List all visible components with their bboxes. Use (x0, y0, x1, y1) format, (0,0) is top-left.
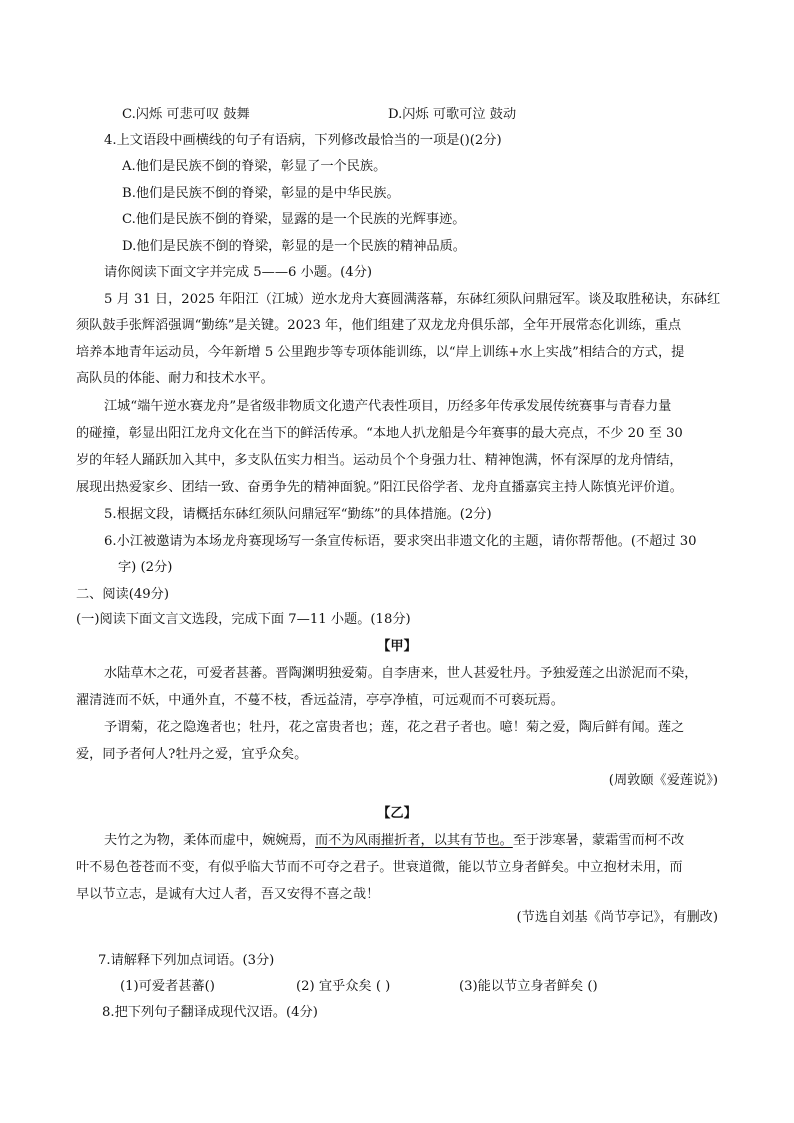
q4-stem: 4.上文语段中画横线的句子有语病，下列修改最恰当的一项是()(2分) (104, 133, 502, 148)
jia-line: 予谓菊，花之隐逸者也；牡丹，花之富贵者也；莲，花之君子者也。噫！菊之爱，陶后鲜有闻。莲之 (104, 720, 685, 735)
q7-item-1: (1)可爱者甚蕃() (120, 979, 215, 994)
q6-line2: 字) (2分) (118, 560, 173, 575)
q8-stem: 8.把下列句子翻译成现代汉语。(4分) (102, 1005, 318, 1020)
passage-line: 展现出热爱家乡、团结一致、奋勇争先的精神面貌。”阳江民俗学者、龙舟直播嘉宾主持人陈慎光评价道。 (76, 480, 683, 495)
passage-line: 江城“端午逆水赛龙舟”是省级非物质文化遗产代表性项目，历经多年传承发展传统赛事与青春力量 (104, 399, 672, 414)
q7-stem: 7.请解释下列加点词语。(3分) (98, 953, 275, 968)
yi-source: (节选自刘基《尚节亭记》，有删改) (516, 910, 718, 925)
jia-line: 爱，同予者何人?牡丹之爱，宜乎众矣。 (76, 747, 308, 762)
yi-heading: 【乙】 (377, 806, 417, 821)
jia-line: 濯清涟而不妖，中通外直，不蔓不枝，香远益清，亭亭净植，可远观而不可亵玩焉。 (76, 693, 564, 708)
passage-line: 的碰撞，彰显出阳江龙舟文化在当下的鲜活传承。“本地人扒龙船是今年赛事的最大亮点，不少 20 至 30 (76, 426, 683, 441)
q3-option-d: D.闪烁 可歌可泣 鼓动 (388, 107, 517, 122)
part-heading: (一)阅读下面文言文选段，完成下面 7—11 小题。(18分) (76, 612, 411, 627)
passage-line: 培养本地青年运动员，今年新增 5 公里跑步等专项体能训练，以“岸上训练+水上实战”相结合的方式，提 (76, 345, 685, 360)
q4-option-b: B.他们是民族不倒的脊梁，彰显的是中华民族。 (122, 186, 400, 201)
passage-line: 高队员的体能、耐力和技术水平。 (76, 371, 274, 386)
q7-item-2: (2) 宜乎众矣 ( ) (296, 979, 391, 994)
jia-heading: 【甲】 (377, 639, 417, 654)
yi-underlined-sentence: 而不为风雨摧折者，以其有节也。 (315, 833, 513, 848)
yi-line (104, 831, 684, 851)
q7-item-3: (3)能以节立身者鲜矣 () (459, 979, 598, 994)
yi-text: 夫竹之为物，柔体而虚中，婉婉焉， (104, 833, 315, 848)
q4-option-c: C.他们是民族不倒的脊梁，显露的是一个民族的光辉事迹。 (122, 212, 466, 227)
q5: 5.根据文段，请概括东砵红须队问鼎冠军“勤练”的具体措施。(2分) (104, 507, 492, 522)
passage-line: 须队鼓手张辉滔强调“勤练”是关键。2023 年，他们组建了双龙龙舟俱乐部，全年开展常态化训练，重点 (76, 318, 682, 333)
passage-line: 5 月 31 日，2025 年阳江（江城）逆水龙舟大赛圆满落幕，东砵红须队问鼎冠军。谈及取胜秘诀，东砵红 (104, 292, 721, 307)
q4-option-a: A.他们是民族不倒的脊梁，彰显了一个民族。 (122, 159, 387, 174)
yi-line: 早以节立志，是诚有大过人者，吾又安得不喜之哉！ (76, 887, 380, 902)
q4-option-d: D.他们是民族不倒的脊梁，彰显的是一个民族的精神品质。 (122, 239, 466, 254)
yi-text: 至于涉寒暑，蒙霜雪而柯不改 (512, 833, 685, 848)
yi-line: 叶不易色苍苍而不变，有似乎临大节而不可夺之君子。世衰道微，能以节立身者鲜矣。中立抱材未用，而 (76, 860, 683, 875)
passage-line: 岁的年轻人踊跃加入其中，多支队伍实力相当。运动员个个身强力壮、精神饱满，怀有深厚的龙舟情结， (76, 453, 683, 468)
q3-option-c: C.闪烁 可悲可叹 鼓舞 (122, 107, 250, 122)
intro-5-6: 请你阅读下面文字并完成 5——6 小题。(4分) (104, 265, 373, 280)
section-heading: 二、阅读(49分) (76, 587, 170, 602)
q6-line1: 6.小江被邀请为本场龙舟赛现场写一条宣传标语，要求突出非遗文化的主题，请你帮帮他。(不超过 30 (104, 534, 697, 549)
jia-source: (周敦颐《爱莲说》) (608, 773, 718, 788)
jia-line: 水陆草木之花，可爱者甚蕃。晋陶渊明独爱菊。自李唐来，世人甚爱牡丹。予独爱莲之出淤泥而不染， (104, 666, 698, 681)
